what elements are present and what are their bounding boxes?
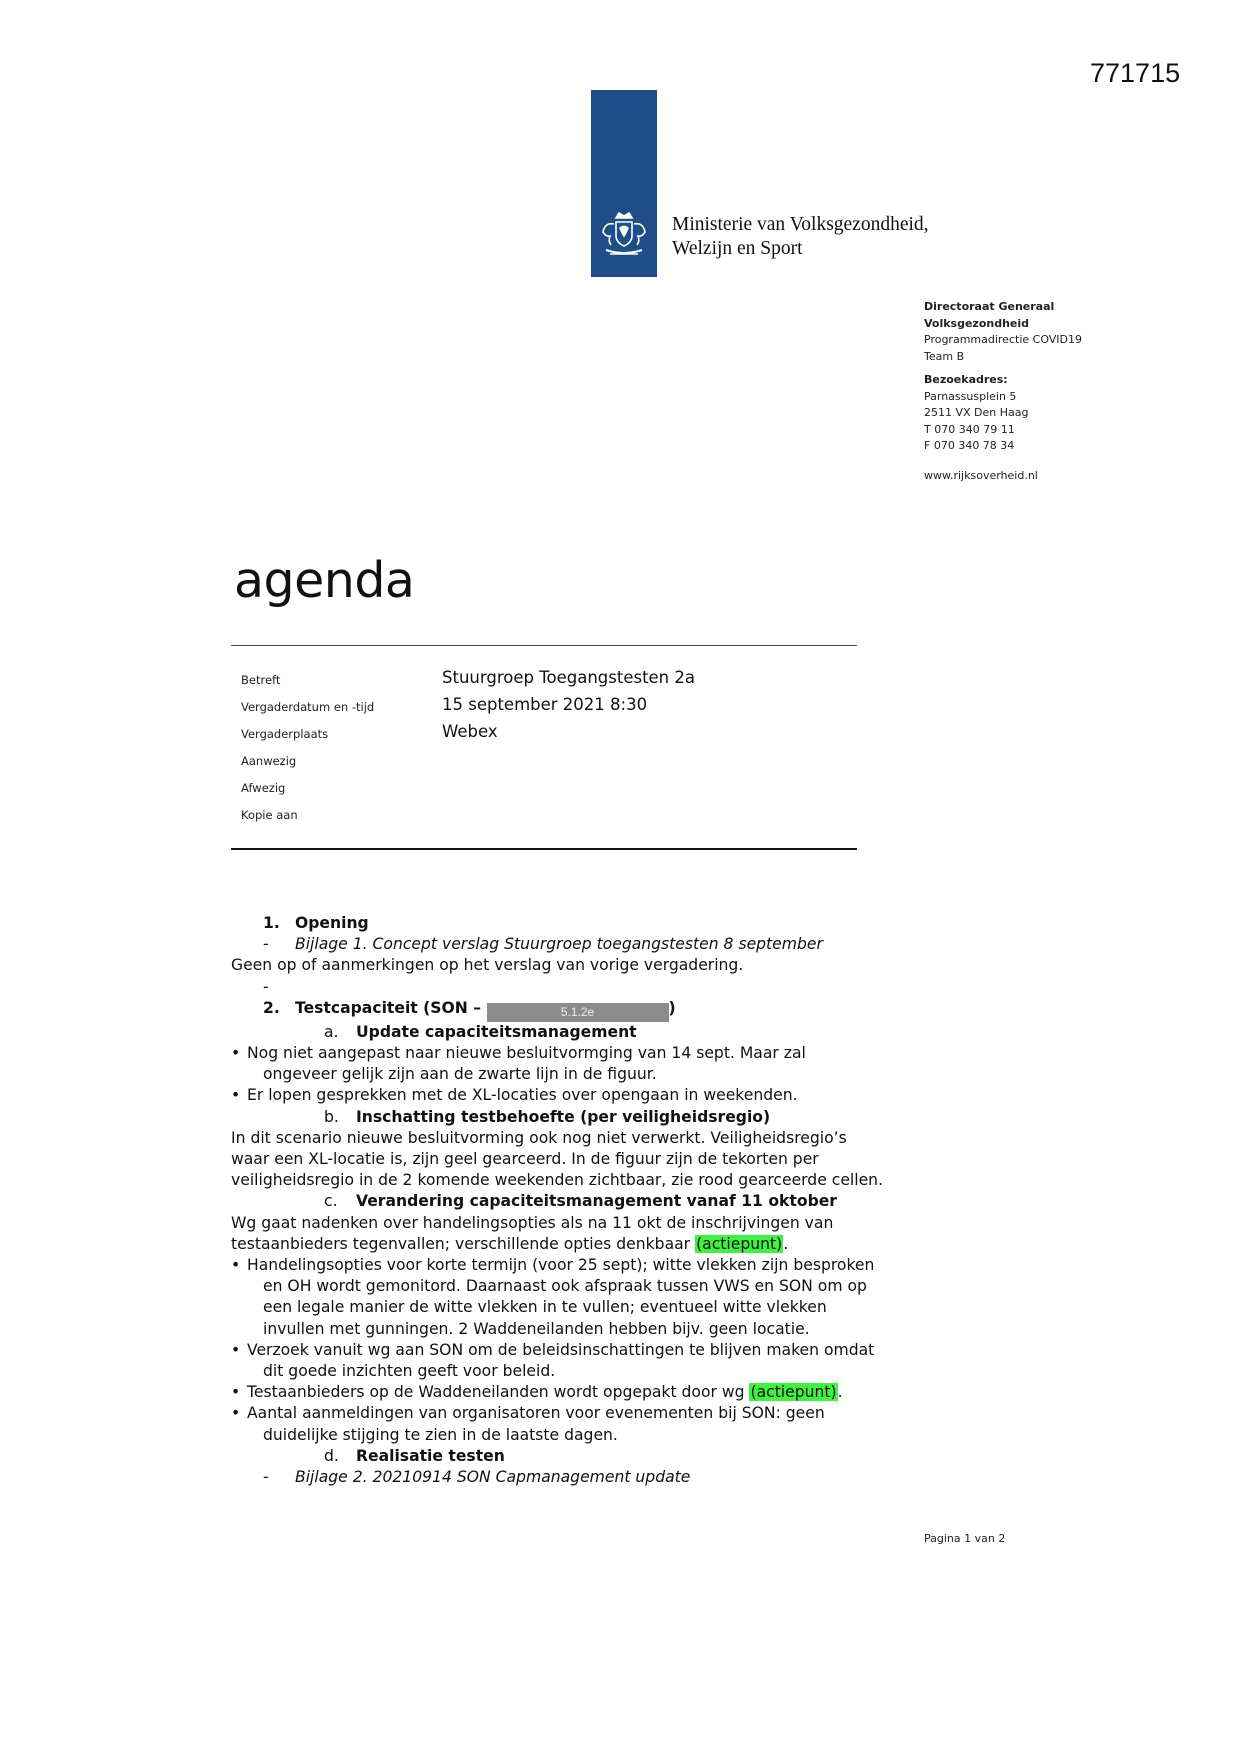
empty-list-item: - — [263, 977, 269, 996]
visit-street: Parnassusplein 5 — [924, 389, 1017, 403]
bullet-item: • Testaanbieders op de Waddeneilanden wordt opgepakt door wg (actiepunt). — [231, 1383, 843, 1402]
bullet-continuation: invullen met gunningen. 2 Waddeneilanden hebben bijv. geen locatie. — [263, 1319, 810, 1338]
action-point-highlight: (actiepunt) — [750, 1383, 837, 1402]
sender-dept-line1: Directoraat Generaal — [924, 300, 1055, 313]
sub-item-heading: c. Verandering capaciteitsmanagement vanaf 11 oktober — [324, 1192, 837, 1211]
paragraph: veiligheidsregio in de 2 komende weekenden zichtbaar, zie rood gearceerde cellen. — [231, 1171, 884, 1190]
meta-label: Vergaderdatum en -tijd — [241, 700, 375, 714]
redaction-box: 5.1.2e — [487, 1003, 669, 1022]
bullet-continuation: duidelijke stijging te zien in de laatste dagen. — [263, 1425, 618, 1444]
ministry-name-line2: Welzijn en Sport — [672, 238, 803, 259]
sender-team: Team B — [924, 349, 965, 363]
paragraph: Geen op of aanmerkingen op het verslag van vorige vergadering. — [231, 956, 744, 975]
bullet-continuation: dit goede inzichten geeft voor beleid. — [263, 1362, 556, 1381]
meta-label: Betreft — [241, 673, 281, 687]
meta-labels — [241, 667, 374, 829]
royal-coat-of-arms-icon — [598, 208, 650, 260]
document-number: 771715 — [1090, 58, 1181, 88]
sender-dept-line2: Volksgezondheid — [924, 316, 1030, 330]
ministry-name — [672, 213, 929, 261]
visit-address-label: Bezoekadres: — [924, 373, 1008, 386]
meta-values — [442, 664, 695, 745]
meta-datetime: 15 september 2021 8:30 — [442, 695, 648, 714]
meta-label: Kopie aan — [241, 808, 298, 822]
page-number: Pagina 1 van 2 — [924, 1532, 1006, 1545]
ministry-logo-bar — [591, 90, 657, 277]
meta-label: Vergaderplaats — [241, 727, 329, 741]
paragraph: testaanbieders tegenvallen; verschillende opties denkbaar (actiepunt). — [231, 1234, 789, 1253]
bullet-continuation: ongeveer gelijk zijn aan de zwarte lijn in de figuur. — [263, 1065, 657, 1084]
sender-unit: Programmadirectie COVID19 — [924, 333, 1083, 346]
agenda-item-heading: 1. Opening — [263, 914, 369, 932]
sub-item-heading: b. Inschatting testbehoefte (per veiligheidsregio) — [324, 1107, 771, 1126]
phone-number: T 070 340 79 11 — [924, 422, 1015, 436]
visit-postal: 2511 VX Den Haag — [924, 406, 1029, 419]
meta-label: Afwezig — [241, 781, 286, 795]
divider-bottom — [231, 848, 857, 850]
sub-item-heading: d. Realisatie testen — [324, 1446, 505, 1465]
sub-item-heading: a. Update capaciteitsmanagement — [324, 1022, 637, 1041]
bullet-item: • Handelingsopties voor korte termijn (voor 25 sept); witte vlekken zijn besproken — [231, 1256, 875, 1275]
fax-number: F 070 340 78 34 — [924, 439, 1015, 452]
agenda-item-heading: 2. Testcapaciteit (SON – 5.1.2e ) — [231, 998, 921, 1022]
bullet-item: • Verzoek vanuit wg aan SON om de beleidsinschattingen te blijven maken omdat — [231, 1340, 875, 1359]
website-link[interactable]: www.rijksoverheid.nl — [924, 468, 1038, 482]
meta-label: Aanwezig — [241, 754, 297, 768]
sender-address-block — [924, 299, 1082, 484]
bullet-continuation: een legale manier de witte vlekken in te vullen; eventueel witte vlekken — [263, 1298, 827, 1317]
attachment-line: - Bijlage 1. Concept verslag Stuurgroep toegangstesten 8 september — [263, 935, 823, 954]
divider-top — [231, 645, 857, 646]
paragraph: Wg gaat nadenken over handelingsopties als na 11 okt de inschrijvingen van — [231, 1213, 834, 1232]
agenda-body — [231, 913, 921, 1488]
document-title: agenda — [234, 552, 415, 609]
meta-location: Webex — [442, 722, 498, 741]
action-point-highlight: (actiepunt) — [696, 1234, 783, 1253]
bullet-item: • Aantal aanmeldingen van organisatoren voor evenementen bij SON: geen — [231, 1404, 825, 1423]
paragraph: In dit scenario nieuwe besluitvorming ook nog niet verwerkt. Veiligheidsregio’s — [231, 1128, 847, 1147]
ministry-name-line1: Ministerie van Volksgezondheid, — [672, 214, 929, 235]
bullet-item: • Er lopen gesprekken met de XL-locaties over opengaan in weekenden. — [231, 1086, 798, 1105]
meta-subject: Stuurgroep Toegangstesten 2a — [442, 668, 695, 687]
bullet-item: • Nog niet aangepast naar nieuwe besluitvormging van 14 sept. Maar zal — [231, 1044, 806, 1063]
bullet-continuation: en OH wordt gemonitord. Daarnaast ook afspraak tussen VWS en SON om op — [263, 1277, 867, 1296]
attachment-line: - Bijlage 2. 20210914 SON Capmanagement update — [263, 1468, 691, 1487]
paragraph: waar een XL-locatie is, zijn geel gearceerd. In de figuur zijn de tekorten per — [231, 1150, 819, 1169]
